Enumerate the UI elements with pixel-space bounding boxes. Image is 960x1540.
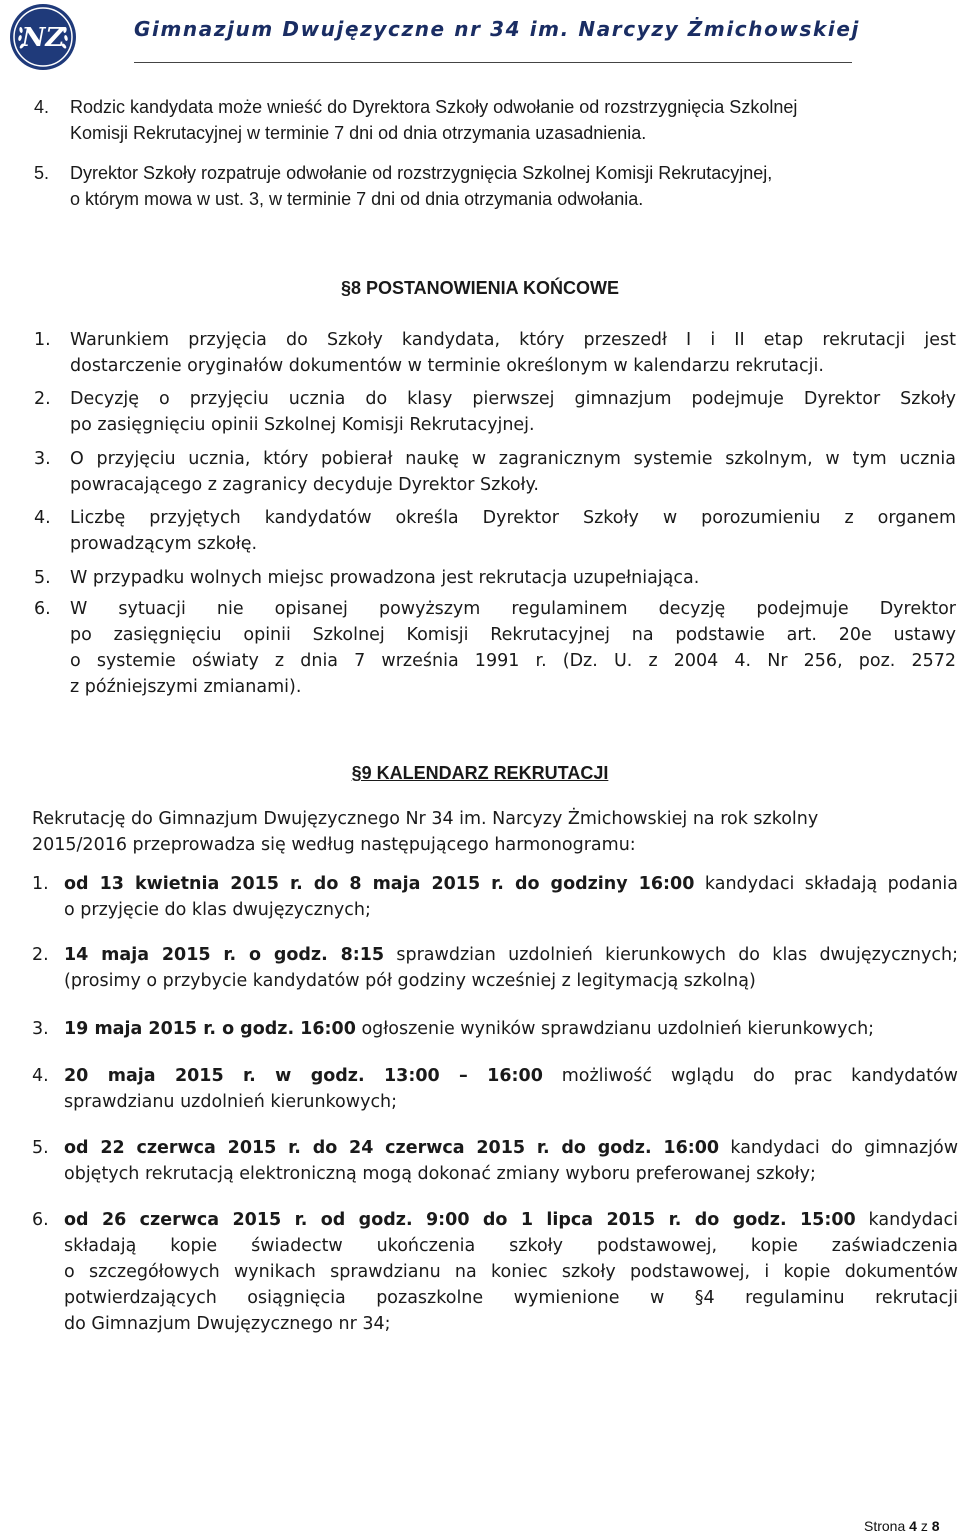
text-line: z późniejszymi zmianami). (70, 677, 302, 697)
item-number: 5. (32, 1138, 49, 1158)
section-9-intro (32, 806, 958, 858)
text-segment: składają kopie świadectw ukończenia szkoły podstawowej, kopie zaświadczenia (64, 1236, 958, 1256)
text-line: o którym mowa w ust. 3, w terminie 7 dni od dnia otrzymania odwołania. (70, 189, 644, 209)
text-line (64, 1207, 958, 1233)
footer-of: z (920, 1518, 928, 1534)
date-emphasis: 20 maja 2015 r. w godz. 13:00 – 16:00 (64, 1066, 543, 1086)
item-text (70, 160, 958, 212)
school-name: Gimnazjum Dwujęzyczne nr 34 im. Narcyzy Żmichowskiej (134, 17, 860, 41)
text-line (64, 1161, 958, 1187)
text-line (64, 942, 958, 968)
text-segment: kandydaci (855, 1210, 958, 1230)
text-line: dostarczenie oryginałów dokumentów w terminie określonym w kalendarzu rekrutacji. (70, 356, 824, 376)
footer-total-pages: 8 (931, 1518, 940, 1534)
text-segment: możliwość wglądu do prac kandydatów (542, 1066, 958, 1086)
text-segment: ogłoszenie wyników sprawdzianu uzdolnień kierunkowych; (355, 1019, 875, 1039)
item-text (64, 942, 958, 994)
section-8-heading: §8 POSTANOWIENIA KOŃCOWE (340, 278, 619, 298)
item-number: 5. (34, 568, 51, 588)
text-line (64, 897, 958, 923)
item-text (64, 1135, 958, 1187)
item-text (70, 596, 956, 700)
school-logo-icon (8, 2, 78, 72)
text-line: po zasięgnięciu opinii Szkolnej Komisji Rekrutacyjnej. (70, 415, 535, 435)
text-line: O przyjęciu ucznia, który pobierał naukę w zagranicznym systemie szkolnym, w tym ucznia (70, 449, 956, 469)
text-segment: o przyjęcie do klas dwujęzycznych; (64, 900, 371, 920)
text-line (64, 1135, 958, 1161)
text-line: W przypadku wolnych miejsc prowadzona jest rekrutacja uzupełniająca. (70, 568, 700, 588)
date-emphasis: 19 maja 2015 r. o godz. 16:00 (64, 1019, 356, 1039)
text-segment: (prosimy o przybycie kandydatów pół godziny wcześniej z legitymacją szkolną) (64, 971, 756, 991)
text-segment: potwierdzających osiągnięcia pozaszkolne wymienione w §4 regulaminu rekrutacji (64, 1288, 958, 1308)
text-line (64, 1233, 958, 1259)
item-text (70, 446, 956, 498)
text-line: Rekrutację do Gimnazjum Dwujęzycznego Nr 34 im. Narcyzy Żmichowskiej na rok szkolny (32, 809, 819, 829)
text-line: Dyrektor Szkoły rozpatruje odwołanie od rozstrzygnięcia Szkolnej Komisji Rekrutacyjnej, (70, 163, 773, 183)
text-line (64, 1285, 958, 1311)
item-number: 2. (32, 945, 49, 965)
text-line: 2015/2016 przeprowadza się według następującego harmonogramu: (32, 835, 636, 855)
page-footer (864, 1518, 940, 1534)
item-text (64, 1016, 958, 1042)
item-text (70, 505, 956, 557)
item-number: 2. (34, 389, 51, 409)
item-text (64, 1063, 958, 1115)
text-line (64, 871, 958, 897)
footer-page-number: 4 (909, 1518, 917, 1534)
footer-label: Strona (864, 1518, 906, 1534)
item-number: 6. (32, 1210, 49, 1230)
text-line: Rodzic kandydata może wnieść do Dyrektora Szkoły odwołanie od rozstrzygnięcia Szkolnej (70, 97, 798, 117)
date-emphasis: 14 maja 2015 r. o godz. 8:15 (64, 945, 385, 965)
date-emphasis: od 26 czerwca 2015 r. od godz. 9:00 do 1 lipca 2015 r. do godz. 15:00 (64, 1210, 856, 1230)
item-text (70, 386, 956, 438)
item-number: 6. (34, 599, 51, 619)
text-line: prowadzącym szkołę. (70, 534, 258, 554)
item-text (64, 871, 958, 923)
date-emphasis: od 13 kwietnia 2015 r. do 8 maja 2015 r. do godziny 16:00 (64, 874, 695, 894)
text-line: Warunkiem przyjęcia do Szkoły kandydata, który przeszedł I i II etap rekrutacji jest (70, 330, 956, 350)
text-line: o systemie oświaty z dnia 7 września 1991 r. (Dz. U. z 2004 4. Nr 256, poz. 2572 (70, 651, 956, 671)
text-segment: kandydaci do gimnazjów (719, 1138, 959, 1158)
item-number: 3. (34, 449, 51, 469)
item-text (64, 1207, 958, 1337)
text-line (64, 968, 958, 994)
item-text (70, 94, 958, 146)
item-text (70, 327, 956, 379)
page-header (0, 0, 960, 70)
date-emphasis: od 22 czerwca 2015 r. do 24 czerwca 2015 r. do godz. 16:00 (64, 1138, 720, 1158)
text-segment: kandydaci składają podania (694, 874, 958, 894)
text-segment: sprawdzian uzdolnień kierunkowych do klas dwujęzycznych; (384, 945, 958, 965)
item-number: 1. (34, 330, 51, 350)
text-line (64, 1089, 958, 1115)
text-line (64, 1259, 958, 1285)
item-number: 5. (34, 163, 50, 183)
text-line: Decyzję o przyjęciu ucznia do klasy pierwszej gimnazjum podejmuje Dyrektor Szkoły (70, 389, 956, 409)
text-line: powracającego z zagranicy decyduje Dyrektor Szkoły. (70, 475, 539, 495)
text-line (64, 1016, 958, 1042)
text-line (64, 1063, 958, 1089)
svg-text:NZ: NZ (21, 23, 65, 53)
text-line: W sytuacji nie opisanej powyższym regulaminem decyzję podejmuje Dyrektor (70, 599, 956, 619)
item-number: 3. (32, 1019, 49, 1039)
item-number: 4. (34, 97, 50, 117)
item-number: 4. (34, 508, 51, 528)
text-line: po zasięgnięciu opinii Szkolnej Komisji Rekrutacyjnej na podstawie art. 20e ustawy (70, 625, 956, 645)
text-segment: sprawdzianu uzdolnień kierunkowych; (64, 1092, 398, 1112)
text-segment: o szczegółowych wynikach sprawdzianu na koniec szkoły podstawowej, i kopie dokumentów (64, 1262, 958, 1282)
text-segment: do Gimnazjum Dwujęzycznego nr 34; (64, 1314, 391, 1334)
text-line: Komisji Rekrutacyjnej w terminie 7 dni od dnia otrzymania uzasadnienia. (70, 123, 647, 143)
item-text (70, 565, 956, 591)
text-line: Liczbę przyjętych kandydatów określa Dyrektor Szkoły w porozumieniu z organem (70, 508, 956, 528)
item-number: 4. (32, 1066, 49, 1086)
section-9-heading: §9 KALENDARZ REKRUTACJI (351, 763, 609, 783)
text-segment: objętych rekrutacją elektroniczną mogą dokonać zmiany wyboru preferowanej szkoły; (64, 1164, 816, 1184)
header-divider (134, 62, 852, 63)
text-line (64, 1311, 958, 1337)
item-number: 1. (32, 874, 49, 894)
